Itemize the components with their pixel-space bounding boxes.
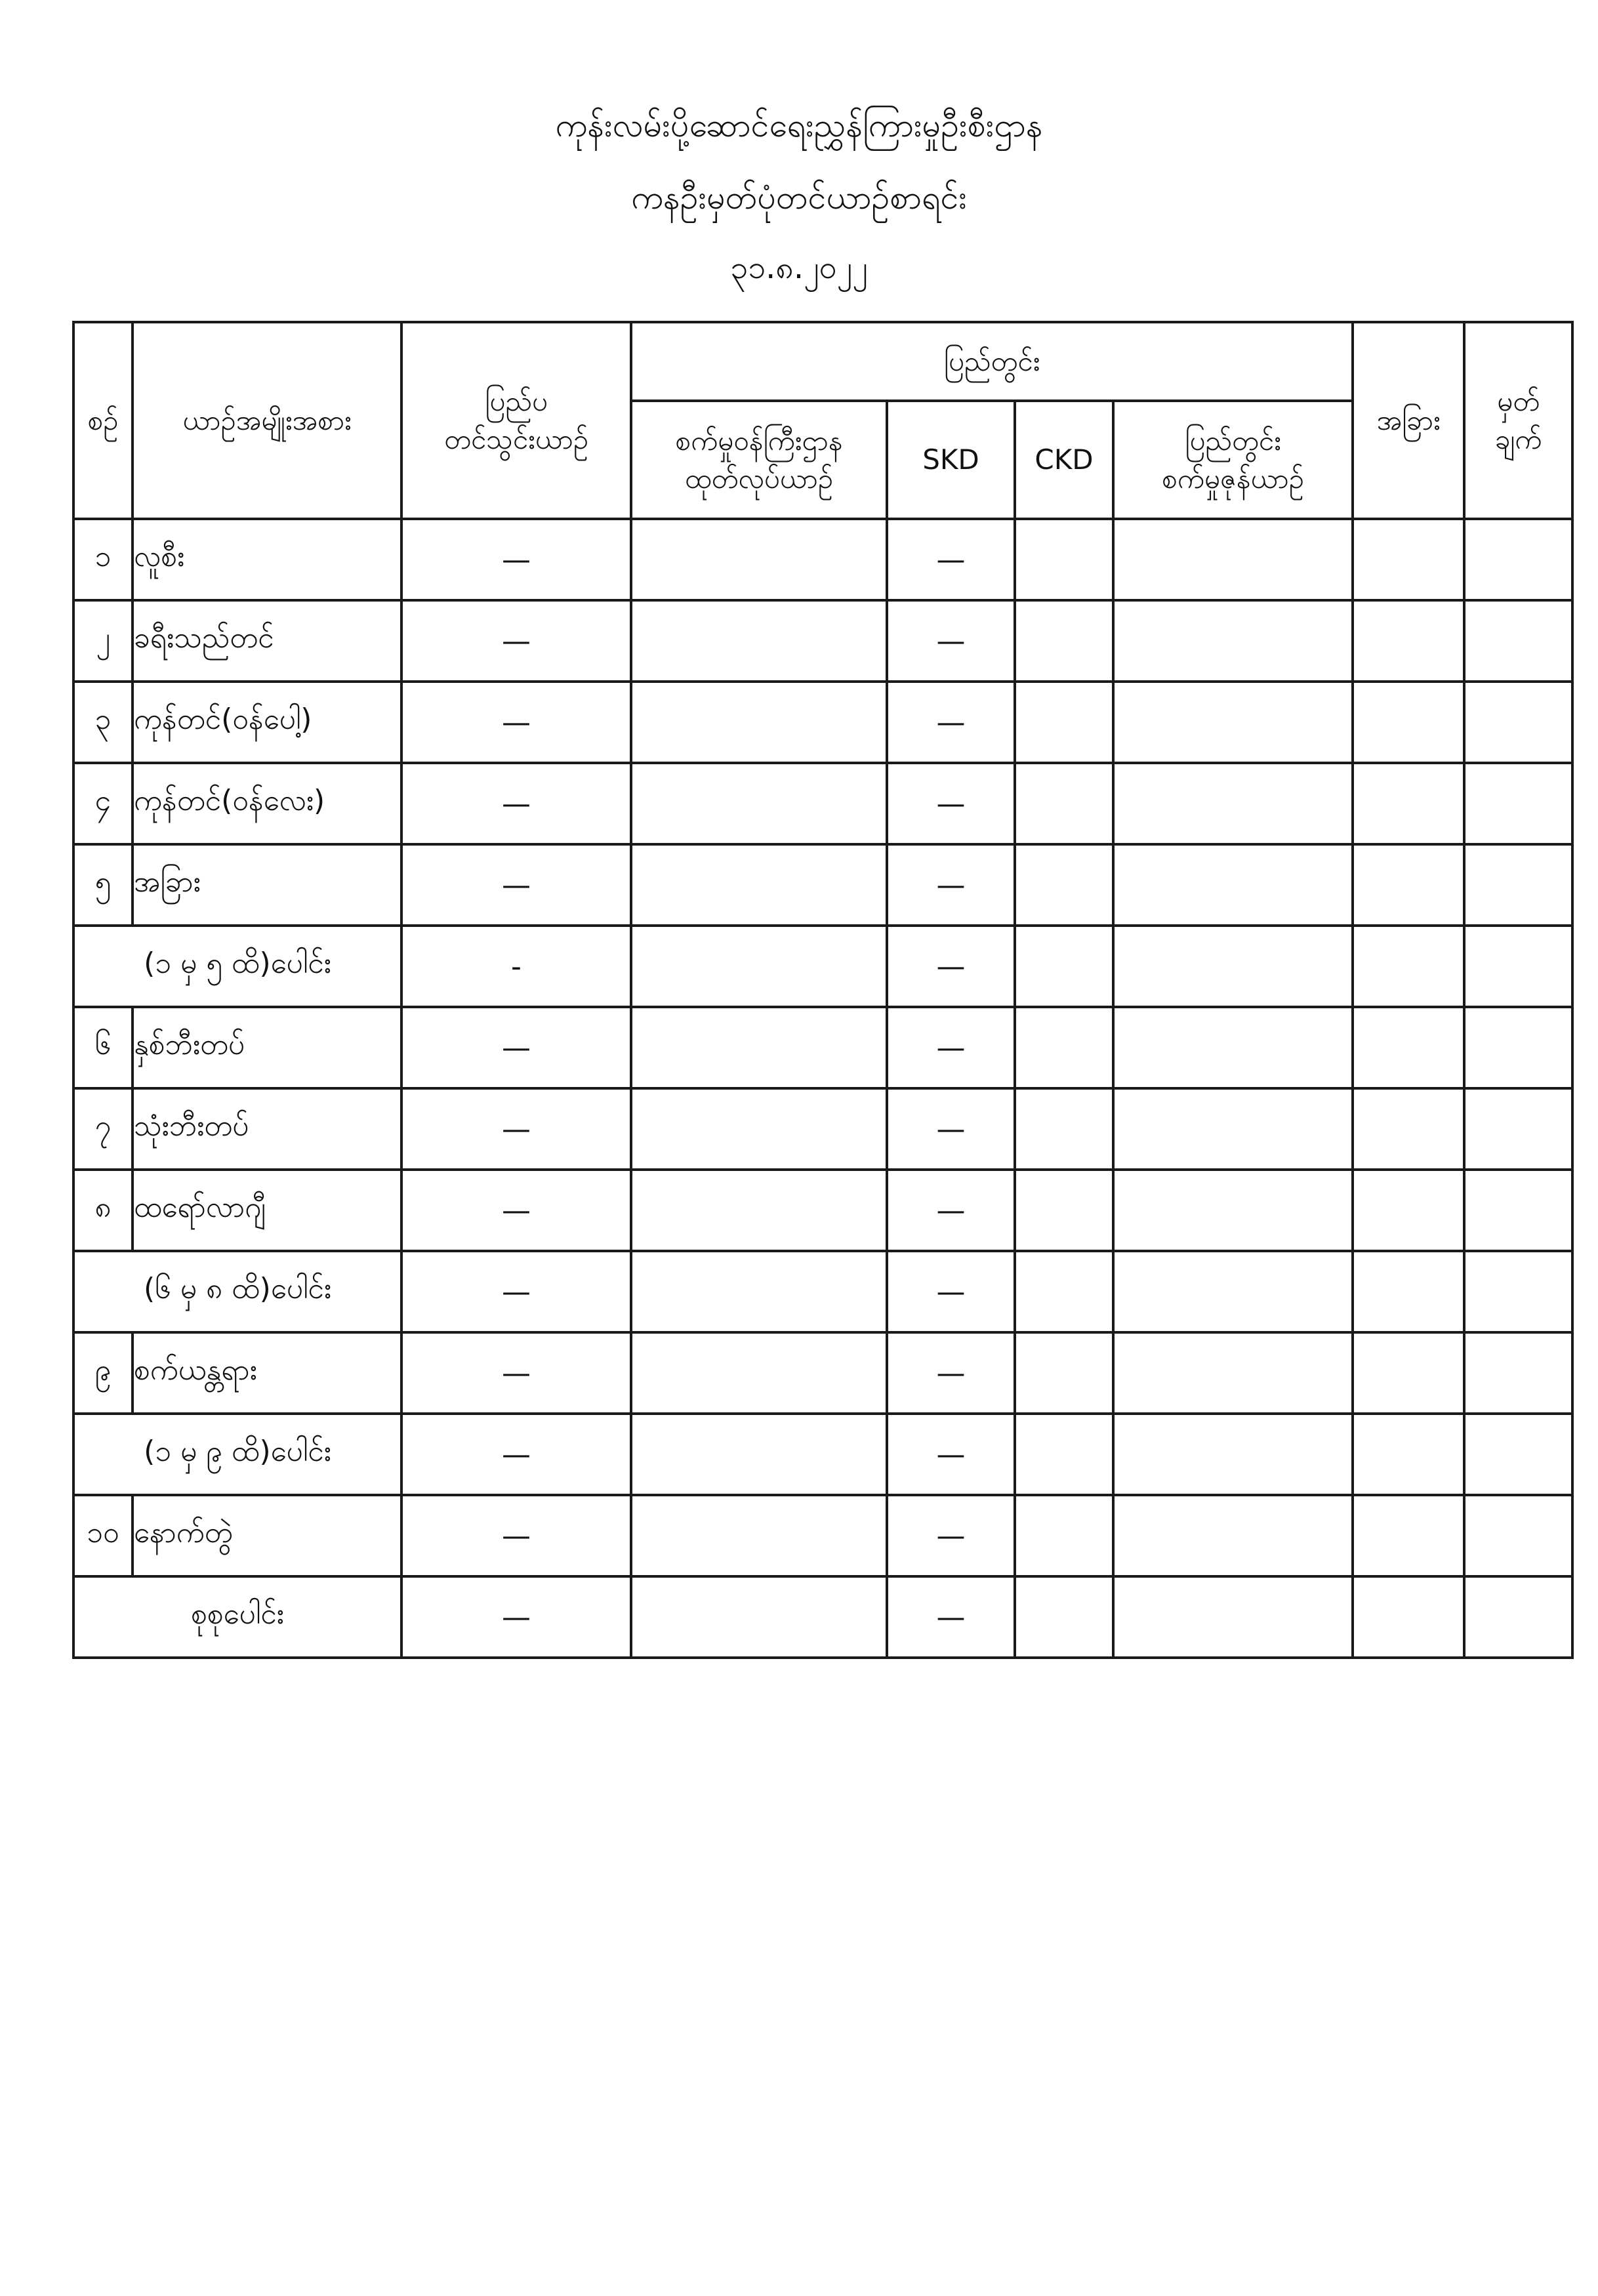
row-serial: ၉ [73,1332,133,1414]
table-row [73,1495,1572,1576]
subtotal-label: (၁ မှ ၅ ထိ)ပေါင်း [73,926,401,1007]
row-imported-value: — [401,682,631,763]
row-vehicle-type: ကုန်တင်(ဝန်လေး) [133,763,401,844]
row-imported-value: — [401,1251,631,1332]
table-row [73,600,1572,682]
row-skd-value: — [887,844,1015,926]
row-skd-value: — [887,1495,1015,1576]
row-serial: ၁ [73,519,133,600]
row-vehicle-type: သုံးဘီးတပ် [133,1088,401,1170]
row-skd-value: — [887,1007,1015,1088]
row-skd-value: — [887,1414,1015,1495]
col-header-skd: SKD [887,401,1015,519]
row-vehicle-type: လူစီး [133,519,401,600]
row-vehicle-type: အခြား [133,844,401,926]
row-skd-value: — [887,1088,1015,1170]
row-skd-value: — [887,926,1015,1007]
row-imported-value: — [401,1170,631,1251]
subtotal-label: (၁ မှ ၉ ထိ)ပေါင်း [73,1414,401,1495]
grand-total-row [73,1576,1572,1658]
subtotal-row [73,1414,1572,1495]
subtotal-label: (၆ မှ ၈ ထိ)ပေါင်း [73,1251,401,1332]
col-header-serial: စဉ် [73,322,133,519]
col-header-ckd: CKD [1015,401,1113,519]
row-imported-value: — [401,1007,631,1088]
table-row [73,763,1572,844]
table-row [73,1007,1572,1088]
row-skd-value: — [887,1332,1015,1414]
col-header-domestic-group: ပြည်တွင်း [631,322,1353,401]
row-imported-value: — [401,763,631,844]
col-header-vehicle-type: ယာဉ်အမျိုးအစား [133,322,401,519]
row-serial: ၆ [73,1007,133,1088]
row-imported-value: — [401,1414,631,1495]
subtotal-row [73,1251,1572,1332]
table-row [73,1088,1572,1170]
subtotal-row [73,926,1572,1007]
document-date: ၃၁.၈.၂၀၂၂ [730,249,868,286]
row-vehicle-type: နှစ်ဘီးတပ် [133,1007,401,1088]
row-serial: ၅ [73,844,133,926]
row-serial: ၄ [73,763,133,844]
row-imported-value: - [401,926,631,1007]
table-row [73,682,1572,763]
row-serial: ၁၀ [73,1495,133,1576]
row-vehicle-type: ကုန်တင်(ဝန်ပေါ့) [133,682,401,763]
col-header-remarks: မှတ် ချက် [1464,322,1572,519]
vehicle-registration-table [72,321,1574,1659]
row-serial: ၈ [73,1170,133,1251]
row-imported-value: — [401,1495,631,1576]
department-name: ကုန်းလမ်းပို့ဆောင်ရေးညွှန်ကြားမှုဦးစီးဌာန [555,106,1043,144]
total-skd-value: — [887,1576,1015,1658]
col-header-domestic-industry: ပြည်တွင်း စက်မှုဇုန်ယာဉ် [1113,401,1353,519]
row-skd-value: — [887,1170,1015,1251]
row-imported-value: — [401,1332,631,1414]
row-skd-value: — [887,763,1015,844]
grand-total-label: စုစုပေါင်း [73,1576,401,1658]
col-header-ministry-factory: စက်မှုဝန်ကြီးဌာန ထုတ်လုပ်ယာဉ် [631,401,887,519]
row-serial: ၂ [73,600,133,682]
total-imported-value: — [401,1576,631,1658]
col-header-other: အခြား [1353,322,1464,519]
row-vehicle-type: စက်ယန္တရား [133,1332,401,1414]
row-skd-value: — [887,682,1015,763]
row-skd-value: — [887,600,1015,682]
table-row [73,519,1572,600]
row-vehicle-type: ထရော်လာဂျီ [133,1170,401,1251]
row-imported-value: — [401,844,631,926]
table-row [73,1332,1572,1414]
row-imported-value: — [401,519,631,600]
row-imported-value: — [401,600,631,682]
row-serial: ၇ [73,1088,133,1170]
row-skd-value: — [887,1251,1015,1332]
row-vehicle-type: နောက်တွဲ [133,1495,401,1576]
col-header-imported: ပြည်ပ တင်သွင်းယာဉ် [401,322,631,519]
row-skd-value: — [887,519,1015,600]
row-serial: ၃ [73,682,133,763]
row-vehicle-type: ခရီးသည်တင် [133,600,401,682]
row-imported-value: — [401,1088,631,1170]
table-row [73,844,1572,926]
document-title: ကနဦးမှတ်ပုံတင်ယာဉ်စာရင်း [630,178,968,216]
table-row [73,1170,1572,1251]
